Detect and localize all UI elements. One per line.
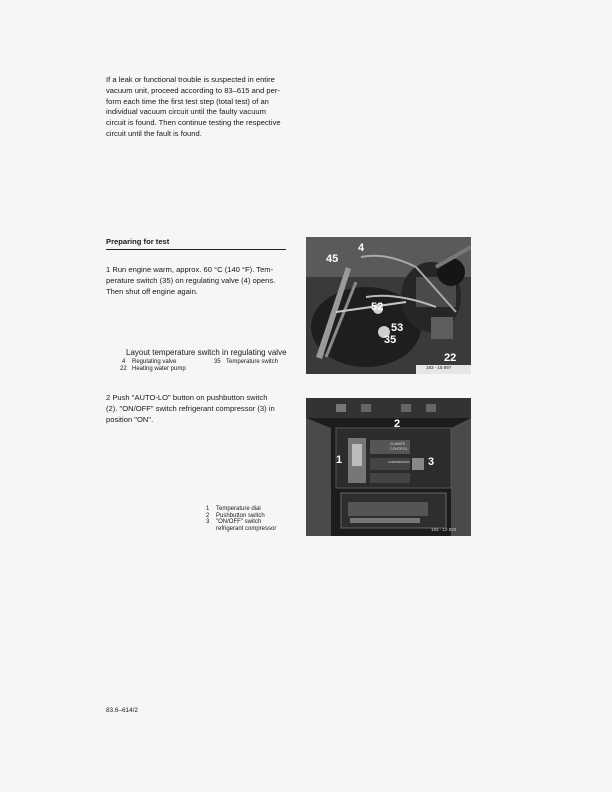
- page-footer: 83.6–614/2: [106, 707, 138, 714]
- figure-2-legend: [206, 506, 276, 532]
- callout-52: 52: [371, 301, 384, 313]
- engine-photo: [306, 237, 471, 374]
- callout-2: 2: [394, 418, 401, 430]
- legend-text: refrigerant compressor: [216, 525, 277, 532]
- legend-num: 2: [206, 512, 210, 519]
- legend-num: 3: [206, 519, 210, 526]
- legend-text: Pushbutton switch: [216, 512, 265, 519]
- legend-num: 4: [122, 359, 126, 365]
- callout-53: 53: [391, 322, 404, 334]
- figure-1-caption: Layout temperature switch in regulating valve: [126, 348, 287, 357]
- legend-text: Heating water pump: [132, 365, 186, 372]
- panel-label: CLIMATE: [390, 442, 406, 446]
- photo-code: 183 - 15 897: [426, 365, 452, 370]
- step-2-text: 2 Push "AUTO-LO" button on pushbutton switch (2). "ON/OFF" switch refrigerant compressor (3) in position "ON".: [106, 393, 275, 424]
- legend-text: "ON/OFF" switch: [216, 519, 262, 526]
- callout-22: 22: [444, 352, 457, 364]
- panel-label: CONTROL: [390, 447, 408, 451]
- callout-1: 1: [336, 454, 343, 466]
- legend-num: 35: [214, 359, 221, 365]
- legend-text: Regulating valve: [132, 359, 177, 365]
- photo-code: 183 - 12 920: [431, 527, 457, 532]
- panel-label: COMPRESSOR: [388, 460, 410, 464]
- step-1-text: 1 Run engine warm, approx. 60 °C (140 °F). Tem- perature switch (35) on regulating valve (4) opens. Then shut off engine again.: [106, 265, 276, 296]
- callout-45: 45: [326, 253, 339, 265]
- intro-paragraph: If a leak or functional trouble is suspected in entire vacuum unit, proceed according to 83–615 and per- form each time the first test step (total test) of an individual vacuum circuit until the faulty vacuum circuit is found. Then continue testing the respective circuit until the fault is found.: [106, 75, 281, 138]
- callout-4: 4: [358, 242, 365, 254]
- legend-num: 1: [206, 506, 210, 512]
- climate-control-photo: [306, 398, 471, 536]
- figure-1-legend: [122, 359, 302, 377]
- legend-text: Temperature switch: [226, 359, 279, 365]
- heading-rule: [106, 249, 286, 250]
- callout-35: 35: [384, 334, 397, 346]
- callout-3: 3: [428, 456, 435, 468]
- legend-text: Temperature dial: [216, 506, 261, 512]
- section-heading: Preparing for test: [106, 237, 170, 246]
- legend-num: 22: [120, 365, 127, 372]
